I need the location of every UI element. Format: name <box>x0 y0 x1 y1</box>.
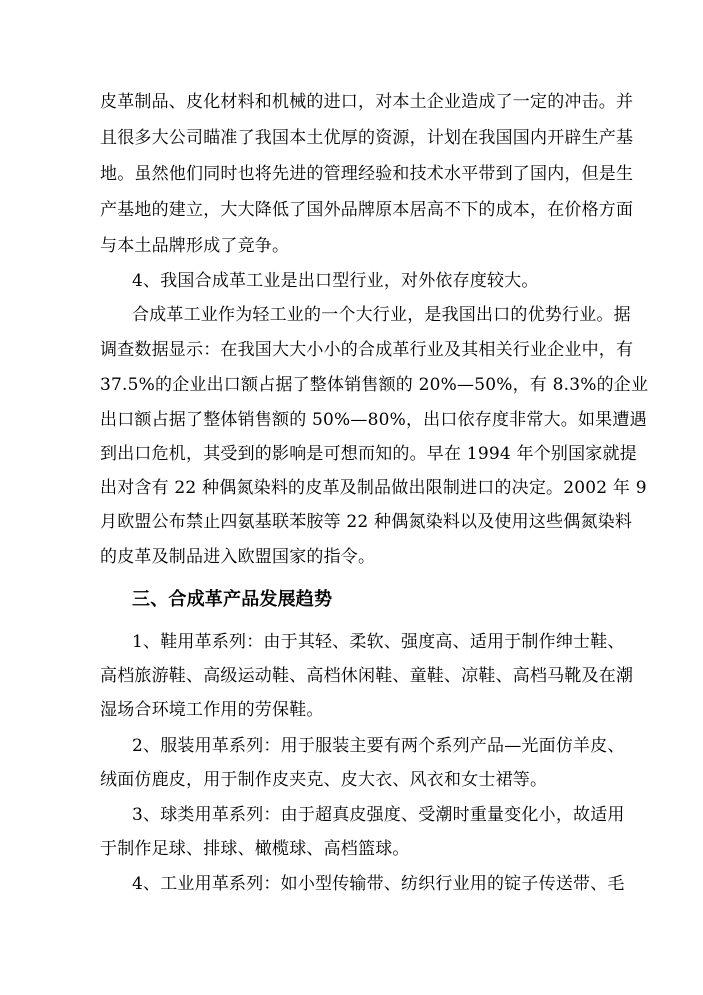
paragraph-3-line-6: 出对含有 22 种偶氮染料的皮革及制品做出限制进口的决定。2002 年 9 <box>100 478 647 498</box>
paragraph-4-line-1: 1、鞋用革系列：由于其轻、柔软、强度高、适用于制作绅士鞋、 <box>132 632 625 652</box>
paragraph-1-line-1: 皮革制品、皮化材料和机械的进口，对本土企业造成了一定的冲击。并 <box>100 92 634 112</box>
paragraph-5-line-1: 2、服装用革系列：用于服装主要有两个系列产品—光面仿羊皮、 <box>132 736 625 756</box>
paragraph-3-line-5: 到出口危机，其受到的影响是可想而知的。早在 1994 年个别国家就提 <box>100 444 637 464</box>
paragraph-6-line-2: 于制作足球、排球、橄榄球、高档篮球。 <box>100 839 410 859</box>
paragraph-3-line-3: 37.5%的企业出口额占据了整体销售额的 20%—50%，有 8.3%的企业 <box>100 375 649 395</box>
paragraph-3-line-7: 月欧盟公布禁止四氨基联苯胺等 22 种偶氮染料以及使用这些偶氮染料 <box>100 512 633 532</box>
paragraph-1-line-2: 且很多大公司瞄准了我国本土优厚的资源，计划在我国国内开辟生产基 <box>100 128 634 148</box>
paragraph-3-line-2: 调查数据显示：在我国大大小小的合成革行业及其相关行业企业中，有 <box>100 340 634 360</box>
paragraph-5-line-2: 绒面仿鹿皮，用于制作皮夹克、皮大衣、风衣和女士裙等。 <box>100 770 548 790</box>
paragraph-1-line-4: 产基地的建立，大大降低了国外品牌原本居高不下的成本，在价格方面 <box>100 200 634 220</box>
paragraph-3-line-8: 的皮革及制品进入欧盟国家的指令。 <box>100 547 376 567</box>
paragraph-6-line-1: 3、球类用革系列：由于超真皮强度、受潮时重量变化小，故适用 <box>132 805 625 825</box>
paragraph-2-line-1: 4、我国合成革工业是出口型行业，对外依存度较大。 <box>132 271 539 291</box>
section-heading: 三、合成革产品发展趋势 <box>132 589 333 610</box>
paragraph-4-line-2: 高档旅游鞋、高级运动鞋、高档休闲鞋、童鞋、凉鞋、高档马靴及在潮 <box>100 666 634 686</box>
paragraph-4-line-3: 湿场合环境工作用的劳保鞋。 <box>100 700 324 720</box>
paragraph-3-line-1: 合成革工业作为轻工业的一个大行业，是我国出口的优势行业。据 <box>132 305 631 325</box>
paragraph-1-line-3: 地。虽然他们同时也将先进的管理经验和技术水平带到了国内，但是生 <box>100 164 634 184</box>
paragraph-1-line-5: 与本土品牌形成了竞争。 <box>100 236 290 256</box>
paragraph-7-line-1: 4、工业用革系列：如小型传输带、纺织行业用的锭子传送带、毛 <box>132 874 625 894</box>
paragraph-3-line-4: 出口额占据了整体销售额的 50%—80%，出口依存度非常大。如果遭遇 <box>100 410 647 430</box>
